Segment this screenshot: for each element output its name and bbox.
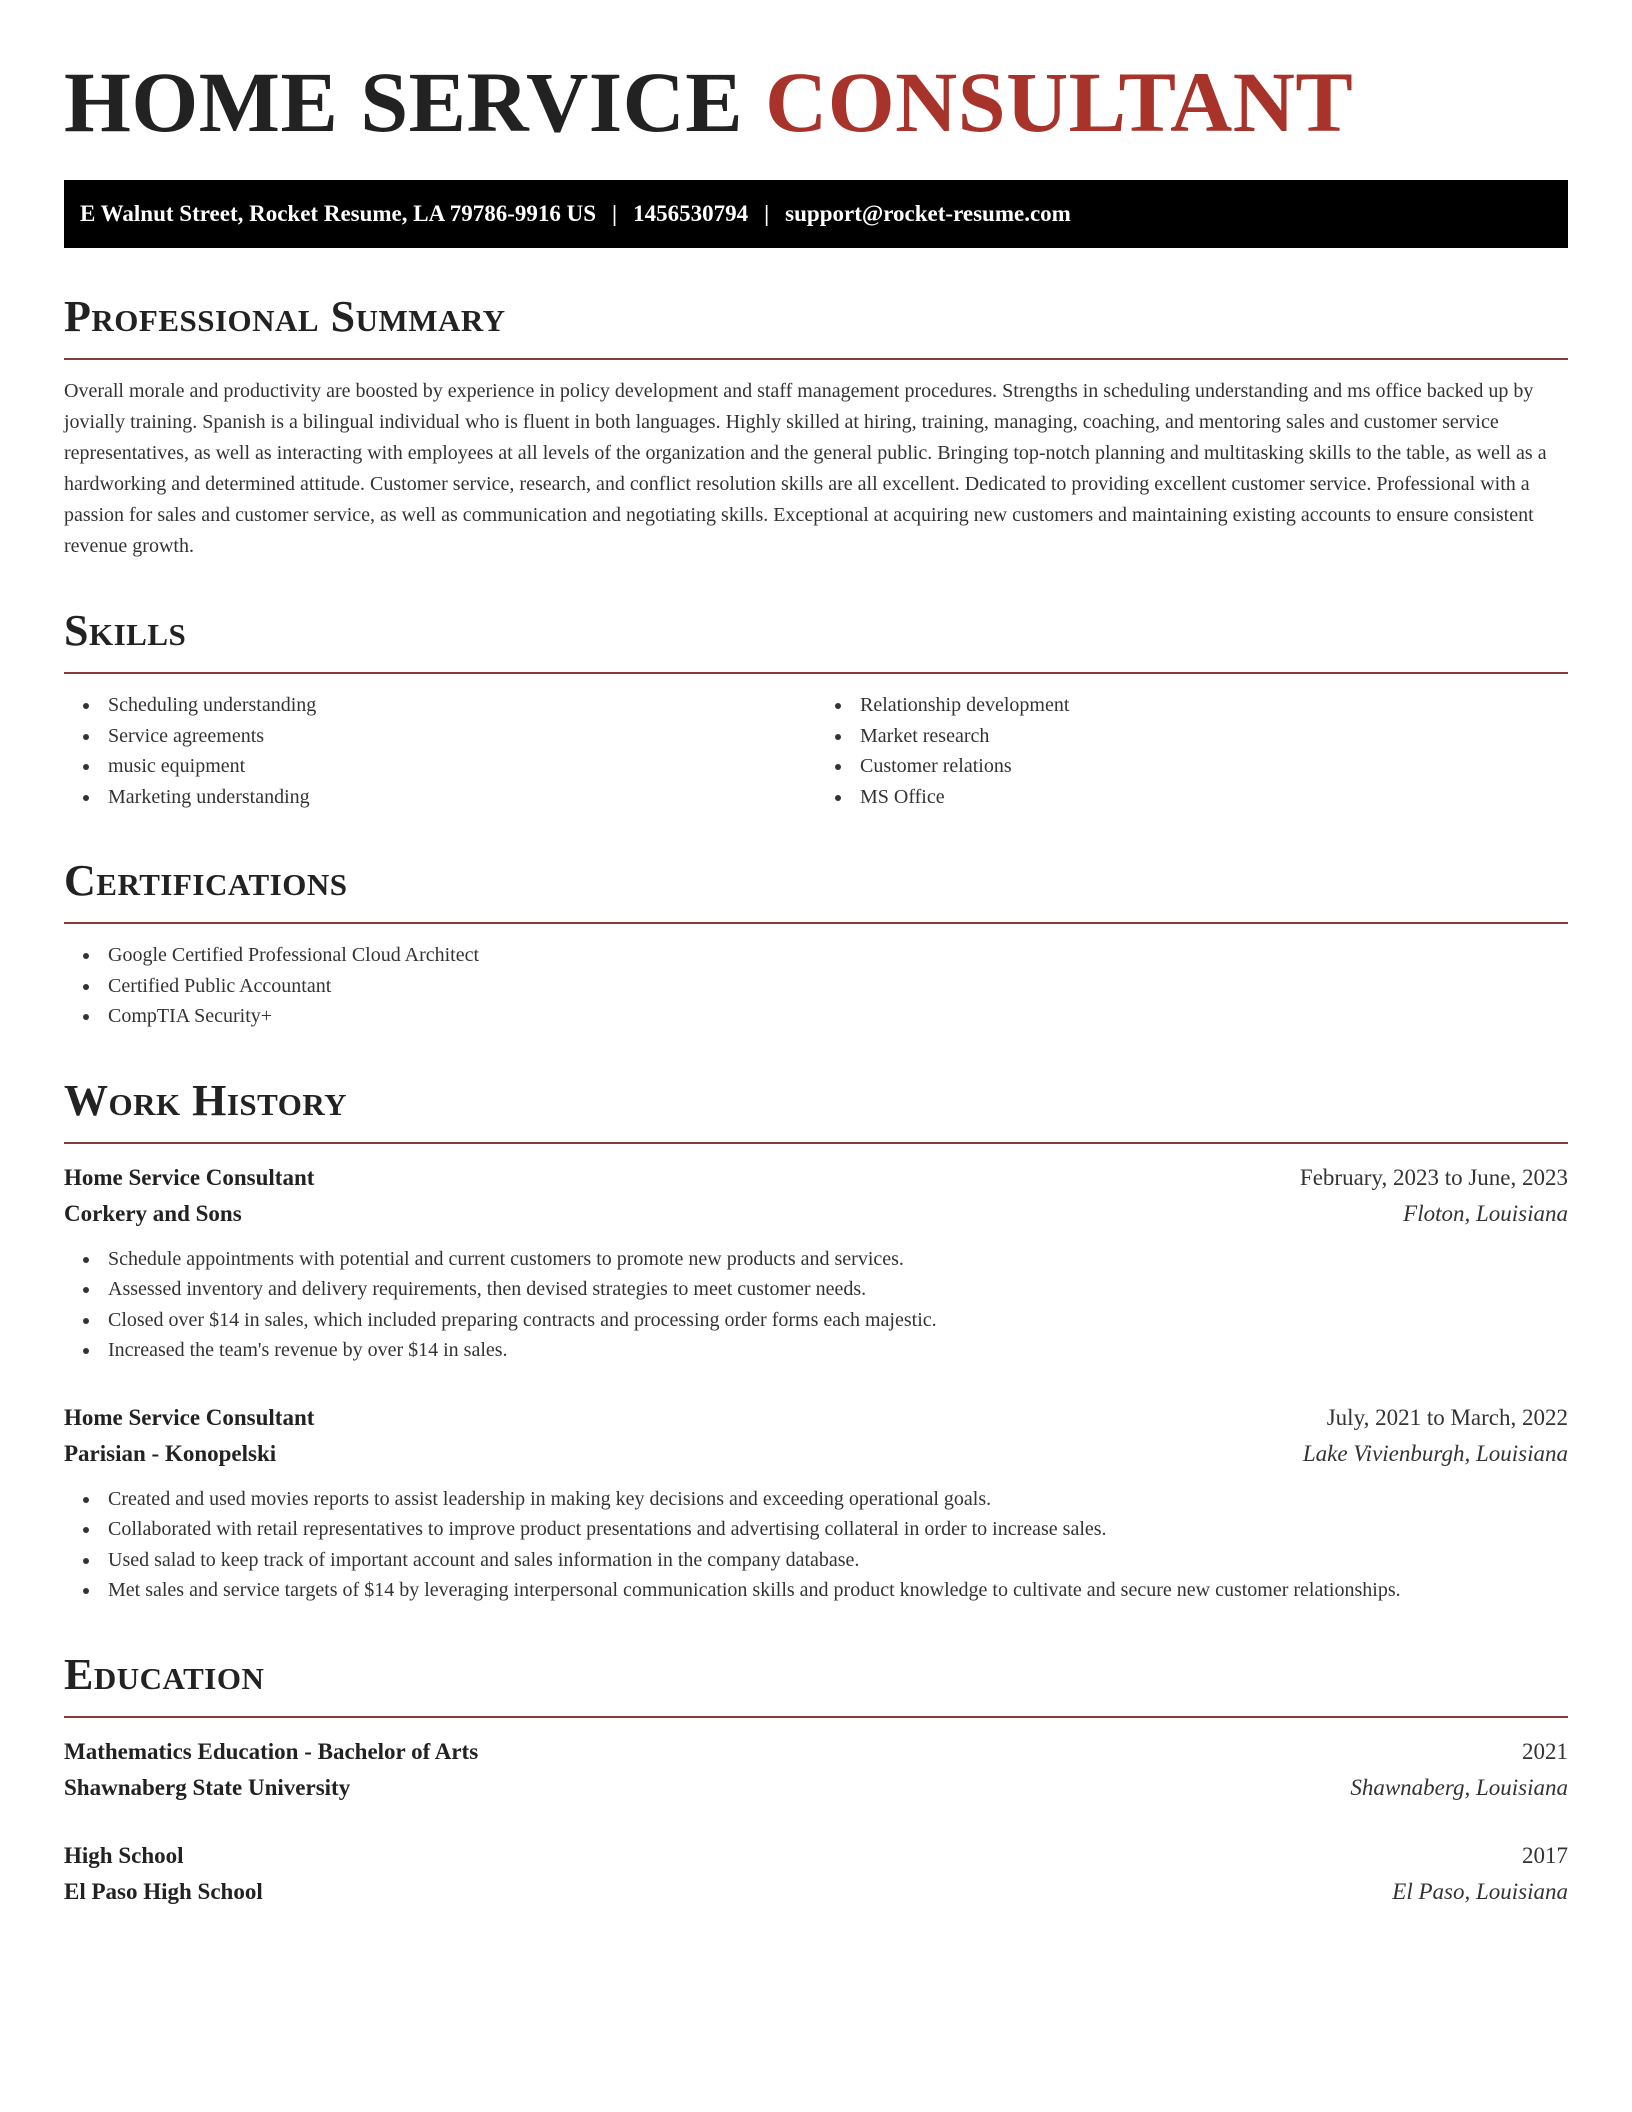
contact-email[interactable]: support@rocket-resume.com [785, 201, 1071, 226]
education-section [64, 1649, 1568, 1910]
section-heading: Education [64, 1649, 265, 1699]
section-heading: Professional Summary [64, 292, 506, 341]
education-degree: Mathematics Education - Bachelor of Arts [64, 1738, 479, 1764]
job-location: Floton, Louisiana [1403, 1200, 1568, 1226]
education-entry [64, 1734, 1568, 1806]
certifications-section [64, 858, 1568, 1032]
summary-section [64, 294, 1568, 562]
job-duty-item: Closed over $14 in sales, which included preparing contracts and processing order forms each majestic. [64, 1305, 1568, 1336]
contact-bar [64, 180, 1568, 248]
skills-section [64, 608, 1568, 812]
job-duty-item: Schedule appointments with potential and current customers to promote new products and services. [64, 1244, 1568, 1275]
education-degree: High School [64, 1842, 184, 1868]
job-duty-item: Used salad to keep track of important account and sales information in the company database. [64, 1545, 1568, 1576]
resume-title [64, 52, 1568, 152]
education-degree-row [64, 1838, 1568, 1874]
job-company-row [64, 1196, 1568, 1232]
certification-item: Google Certified Professional Cloud Architect [64, 940, 1568, 971]
summary-text: Overall morale and productivity are boosted by experience in policy development and staff management procedures. Strengths in scheduling understanding and ms office backed up by jovially training. Spanish is a bilingual individual who is fluent in both languages. Highly skilled at hiring, training, managing, coaching, and mentoring sales and customer service representatives, as well as interacting with employees at all levels of the organization and the general public. Bringing top-notch planning and multitasking skills to the table, as well as a hardworking and determined attitude. Customer service, research, and conflict resolution skills are all excellent. Dedicated to providing excellent customer service. Professional with a passion for sales and customer service, as well as communication and negotiating skills. Exceptional at acquiring new customers and maintaining existing accounts to ensure consistent revenue growth. [64, 380, 1547, 557]
education-year: 2017 [1522, 1842, 1568, 1868]
contact-separator: | [764, 201, 770, 226]
certifications-list [64, 940, 1568, 1032]
title-accent: CONSULTANT [765, 54, 1354, 150]
certification-item: CompTIA Security+ [64, 1001, 1568, 1032]
job-duty-item: Assessed inventory and delivery requirements, then devised strategies to meet customer needs. [64, 1274, 1568, 1305]
skills-list-right [816, 690, 1568, 812]
certification-item: Certified Public Accountant [64, 971, 1568, 1002]
title-main: HOME SERVICE [64, 54, 744, 150]
skill-item: Scheduling understanding [64, 690, 816, 721]
job-company: Parisian - Konopelski [64, 1440, 277, 1466]
job-dates: February, 2023 to June, 2023 [1299, 1164, 1568, 1190]
skills-grid [64, 690, 1568, 812]
education-location: El Paso, Louisiana [1392, 1878, 1568, 1904]
contact-phone: 1456530794 [633, 201, 749, 226]
job-entry [64, 1160, 1568, 1366]
job-duty-item: Met sales and service targets of $14 by leveraging interpersonal communication skills and product knowledge to cultivate and secure new customer relationships. [64, 1575, 1568, 1606]
education-school: Shawnaberg State University [64, 1774, 351, 1800]
education-school: El Paso High School [64, 1878, 263, 1904]
section-heading: Certifications [64, 856, 348, 905]
job-header-row [64, 1160, 1568, 1196]
section-divider [64, 1142, 1568, 1144]
job-title: Home Service Consultant [64, 1164, 315, 1190]
skill-item: Marketing understanding [64, 782, 816, 813]
job-entry [64, 1400, 1568, 1606]
section-divider [64, 672, 1568, 674]
job-header-row [64, 1400, 1568, 1436]
job-dates: July, 2021 to March, 2022 [1326, 1404, 1568, 1430]
skill-item: Relationship development [816, 690, 1568, 721]
section-heading: Skills [64, 606, 187, 655]
section-divider [64, 1716, 1568, 1718]
skill-item: MS Office [816, 782, 1568, 813]
work-history-section [64, 1075, 1568, 1606]
job-location: Lake Vivienburgh, Louisiana [1302, 1440, 1568, 1466]
education-entry [64, 1838, 1568, 1910]
education-degree-row [64, 1734, 1568, 1770]
education-school-row [64, 1874, 1568, 1910]
job-title: Home Service Consultant [64, 1404, 315, 1430]
education-year: 2021 [1522, 1738, 1568, 1764]
skills-list-left [64, 690, 816, 812]
skill-item: Market research [816, 721, 1568, 752]
job-duty-item: Increased the team's revenue by over $14 in sales. [64, 1335, 1568, 1366]
job-company: Corkery and Sons [64, 1200, 242, 1226]
skill-item: music equipment [64, 751, 816, 782]
section-divider [64, 922, 1568, 924]
skill-item: Customer relations [816, 751, 1568, 782]
job-duties-list [64, 1244, 1568, 1366]
education-location: Shawnaberg, Louisiana [1350, 1774, 1568, 1800]
contact-separator: | [612, 201, 618, 226]
section-divider [64, 358, 1568, 360]
job-duty-item: Collaborated with retail representatives to improve product presentations and advertising collateral in order to increase sales. [64, 1514, 1568, 1545]
job-duty-item: Created and used movies reports to assist leadership in making key decisions and exceeding operational goals. [64, 1484, 1568, 1515]
job-duties-list [64, 1484, 1568, 1606]
contact-address: E Walnut Street, Rocket Resume, LA 79786-9916 US [80, 201, 597, 226]
skill-item: Service agreements [64, 721, 816, 752]
job-company-row [64, 1436, 1568, 1472]
education-school-row [64, 1770, 1568, 1806]
section-heading: Work History [64, 1075, 348, 1125]
